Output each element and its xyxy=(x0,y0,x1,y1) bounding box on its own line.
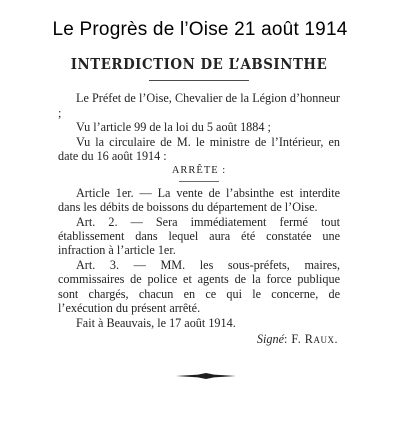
arrete-heading: ARRÊTE : xyxy=(171,165,227,177)
arrete-rule xyxy=(179,181,219,182)
article-1: Article 1er. — La vente de l’absinthe est interdite dans les débits de boissons du département de l’Oise. xyxy=(58,185,340,215)
ornament-dash xyxy=(176,372,236,380)
preamble-line-1: Le Préfet de l’Oise, Chevalier de la Légion d’honneur ; xyxy=(58,91,340,120)
article-2: Art. 2. — Sera immédiatement fermé tout établissement dans lequel aura été constatée une infraction à l’article 1er. xyxy=(58,214,340,258)
signature-label: Signé xyxy=(256,331,284,346)
article-3: Art. 3. — MM. les sous-préfets, maires, commissaires de police et agents de la force publique sont chargés, chacun en ce qui le concerne, de l’exécution du présent arrêté. xyxy=(58,257,340,316)
article-headline: INTERDICTION DE L’ABSINTHE xyxy=(70,56,328,73)
caption-title: Le Progrès de l’Oise 21 août 1914 xyxy=(52,19,348,40)
signature xyxy=(58,332,340,346)
signature-name: : F. Raux. xyxy=(283,331,338,346)
preamble-line-3: Vu la circulaire de M. le ministre de l’Intérieur, en date du 16 août 1914 : xyxy=(58,134,340,164)
place-date: Fait à Beauvais, le 17 août 1914. xyxy=(76,315,236,330)
newspaper-clipping xyxy=(58,58,340,422)
headline-rule xyxy=(149,80,249,81)
preamble-line-2: Vu l’article 99 de la loi du 5 août 1884 ; xyxy=(76,120,271,135)
